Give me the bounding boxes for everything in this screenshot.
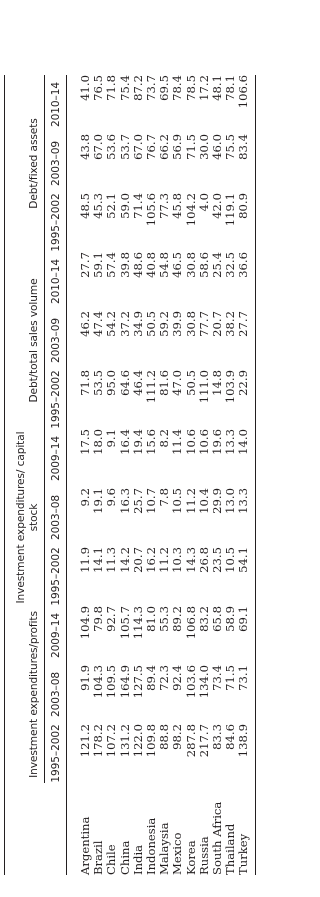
value-cell: 48.5 [78,193,92,219]
value-cell: 111.2 [144,370,159,404]
period-header: 2003–08 [45,665,67,724]
value-cell: 121.2 [78,724,92,758]
table-row [105,75,118,875]
value-cell: 46.2 [78,311,92,337]
period-header: 2003–08 [45,488,67,547]
value-cell: 105.6 [144,193,159,227]
value-cell: 19.4 [130,429,145,455]
value-cell: 14.3 [183,547,198,573]
value-cell: 138.9 [236,724,251,758]
country-cell: Mexico [170,832,185,875]
value-cell: 30.0 [196,134,211,160]
value-cell: 27.7 [236,311,251,337]
value-cell: 37.2 [117,311,132,337]
group-header-row [5,75,45,875]
value-cell: 50.5 [144,311,159,337]
value-cell: 105.7 [117,606,132,640]
value-cell: 67.0 [91,134,106,160]
value-cell: 178.2 [91,724,106,758]
value-cell: 14.8 [210,370,225,396]
value-cell: 56.9 [170,134,185,160]
value-cell: 72.3 [157,665,172,691]
value-cell: 39.9 [170,311,185,337]
value-cell: 103.6 [183,665,198,699]
value-cell: 84.6 [223,724,238,750]
value-cell: 47.0 [170,370,185,396]
country-cell: Chile [104,844,119,875]
period-header: 2009–14 [45,606,67,665]
value-cell: 9.6 [104,488,119,507]
country-cell: South Africa [210,801,225,875]
value-cell: 79.8 [91,606,106,632]
value-cell: 104.9 [78,606,92,640]
value-cell: 109.8 [144,724,159,758]
value-cell: 10.7 [144,488,159,514]
value-cell: 69.1 [236,606,251,632]
value-cell: 9.1 [104,429,119,448]
value-cell: 38.2 [223,311,238,337]
value-cell: 76.5 [91,75,106,101]
value-cell: 48.6 [130,252,145,278]
value-cell: 287.8 [183,724,198,758]
value-cell: 53.6 [104,134,119,160]
value-cell: 71.8 [78,370,92,396]
period-header: 1995–2002 [45,193,67,252]
value-cell: 111.0 [196,370,211,404]
value-cell: 164.9 [117,665,132,699]
value-cell: 45.8 [170,193,185,219]
value-cell: 106.8 [183,606,198,640]
value-cell: 59.0 [117,193,132,219]
value-cell: 81.0 [144,606,159,632]
value-cell: 104.3 [91,665,106,699]
value-cell: 73.1 [236,665,251,691]
value-cell: 30.8 [183,252,198,278]
value-cell: 48.1 [210,75,225,101]
value-cell: 119.1 [223,193,238,227]
value-cell: 92.4 [170,665,185,691]
value-cell: 32.5 [223,252,238,278]
table-row [171,75,184,875]
value-cell: 69.5 [157,75,172,101]
group-header: Debt/total sales volume [5,252,45,429]
value-cell: 16.3 [117,488,132,514]
value-cell: 59.2 [157,311,172,337]
value-cell: 34.9 [130,311,145,337]
period-header: 1995–2002 [45,370,67,429]
value-cell: 54.1 [236,547,251,573]
stub-header [5,783,45,875]
value-cell: 10.5 [170,488,185,514]
value-cell: 78.5 [183,75,198,101]
value-cell: 25.4 [210,252,225,278]
value-cell: 13.3 [236,488,251,514]
value-cell: 10.5 [223,547,238,573]
value-cell: 107.2 [104,724,119,758]
value-cell: 73.7 [144,75,159,101]
period-header: 2003–09 [45,134,67,193]
value-cell: 53.7 [117,134,132,160]
value-cell: 10.6 [196,429,211,455]
period-header: 2010–14 [45,75,67,134]
value-cell: 83.3 [210,724,225,750]
value-cell: 87.2 [130,75,145,101]
value-cell: 9.2 [78,488,92,507]
value-cell: 27.7 [78,252,92,278]
value-cell: 39.8 [117,252,132,278]
value-cell: 50.5 [183,370,198,396]
value-cell: 57.4 [104,252,119,278]
value-cell: 30.8 [183,311,198,337]
country-cell: Brazil [91,840,106,875]
value-cell: 75.4 [117,75,132,101]
value-cell: 11.4 [170,429,185,455]
value-cell: 23.5 [210,547,225,573]
value-cell: 29.9 [210,488,225,514]
stub-header [45,783,67,875]
value-cell: 83.4 [236,134,251,160]
value-cell: 92.7 [104,606,119,632]
value-cell: 71.8 [104,75,119,101]
value-cell: 52.1 [104,193,119,219]
value-cell: 47.4 [91,311,106,337]
period-header: 2003–09 [45,311,67,370]
value-cell: 73.4 [210,665,225,691]
value-cell: 114.3 [130,606,145,640]
value-cell: 26.8 [196,547,211,573]
group-header: Investment expenditures/ capital stock [5,429,45,606]
value-cell: 76.7 [144,134,159,160]
period-header: 2009–14 [45,429,67,488]
value-cell: 75.5 [223,134,238,160]
value-cell: 54.8 [157,252,172,278]
value-cell: 91.9 [78,665,92,691]
value-cell: 89.2 [170,606,185,632]
value-cell: 71.5 [183,134,198,160]
bottom-rule [251,75,256,875]
value-cell: 19.1 [91,488,106,514]
period-header: 2010–14 [45,252,67,311]
value-cell: 15.6 [144,429,159,455]
country-cell: Indonesia [144,817,159,875]
value-cell: 14.0 [236,429,251,455]
country-cell: Thailand [223,823,238,875]
value-cell: 106.6 [236,75,251,109]
value-cell: 22.9 [236,370,251,396]
value-cell: 17.2 [196,75,211,101]
value-cell: 46.0 [210,134,225,160]
value-cell: 88.8 [157,724,172,750]
period-header: 1995–2002 [45,547,67,606]
value-cell: 14.1 [91,547,106,573]
financial-ratios-table [4,75,256,875]
value-cell: 59.1 [91,252,106,278]
value-cell: 77.3 [157,193,172,219]
value-cell: 41.0 [78,75,92,101]
period-header-row [45,75,67,875]
value-cell: 134.0 [196,665,211,699]
country-cell: Turkey [236,833,251,875]
value-cell: 11.2 [183,488,198,514]
value-cell: 42.0 [210,193,225,219]
country-cell: Argentina [78,816,92,875]
value-cell: 66.2 [157,134,172,160]
value-cell: 10.4 [196,488,211,514]
country-cell: China [117,840,132,875]
value-cell: 58.9 [223,606,238,632]
value-cell: 78.4 [170,75,185,101]
value-cell: 95.0 [104,370,119,396]
value-cell: 83.2 [196,606,211,632]
value-cell: 14.2 [117,547,132,573]
value-cell: 8.2 [157,429,172,448]
value-cell: 127.5 [130,665,145,699]
value-cell: 46.5 [170,252,185,278]
value-cell: 40.8 [144,252,159,278]
value-cell: 18.0 [91,429,106,455]
value-cell: 122.0 [130,724,145,758]
group-header: Debt/fixed assets [5,75,45,252]
table-row [237,75,250,875]
value-cell: 104.2 [183,193,198,227]
value-cell: 11.2 [157,547,172,573]
value-cell: 77.7 [196,311,211,337]
group-header: Investment expenditures/profits [5,606,45,783]
country-cell: Korea [183,840,198,875]
value-cell: 16.2 [144,547,159,573]
value-cell: 19.6 [210,429,225,455]
value-cell: 80.9 [236,193,251,219]
value-cell: 13.0 [223,488,238,514]
value-cell: 43.8 [78,134,92,160]
country-cell: Russia [196,836,211,875]
value-cell: 10.3 [170,547,185,573]
value-cell: 217.7 [196,724,211,758]
value-cell: 46.4 [130,370,145,396]
value-cell: 4.0 [196,193,211,212]
value-cell: 7.8 [157,488,172,507]
value-cell: 71.4 [130,193,145,219]
table-row [119,75,132,875]
value-cell: 20.7 [210,311,225,337]
value-cell: 17.5 [78,429,92,455]
value-cell: 67.0 [130,134,145,160]
value-cell: 45.3 [91,193,106,219]
value-cell: 16.4 [117,429,132,455]
value-cell: 58.6 [196,252,211,278]
value-cell: 98.2 [170,724,185,750]
value-cell: 20.7 [130,547,145,573]
value-cell: 36.6 [236,252,251,278]
value-cell: 64.6 [117,370,132,396]
value-cell: 13.3 [223,429,238,455]
value-cell: 78.1 [223,75,238,101]
value-cell: 109.5 [104,665,119,699]
value-cell: 53.5 [91,370,106,396]
value-cell: 71.5 [223,665,238,691]
country-cell: Malaysia [157,822,172,875]
value-cell: 89.4 [144,665,159,691]
table-row [185,75,198,875]
value-cell: 55.3 [157,606,172,632]
value-cell: 131.2 [117,724,132,758]
value-cell: 11.3 [104,547,119,573]
value-cell: 103.9 [223,370,238,404]
period-header: 1995–2002 [45,724,67,783]
value-cell: 54.2 [104,311,119,337]
value-cell: 10.6 [183,429,198,455]
value-cell: 65.8 [210,606,225,632]
value-cell: 11.9 [78,547,92,573]
value-cell: 25.7 [130,488,145,514]
country-cell: India [130,844,145,875]
value-cell: 81.6 [157,370,172,396]
table-body [67,75,256,875]
